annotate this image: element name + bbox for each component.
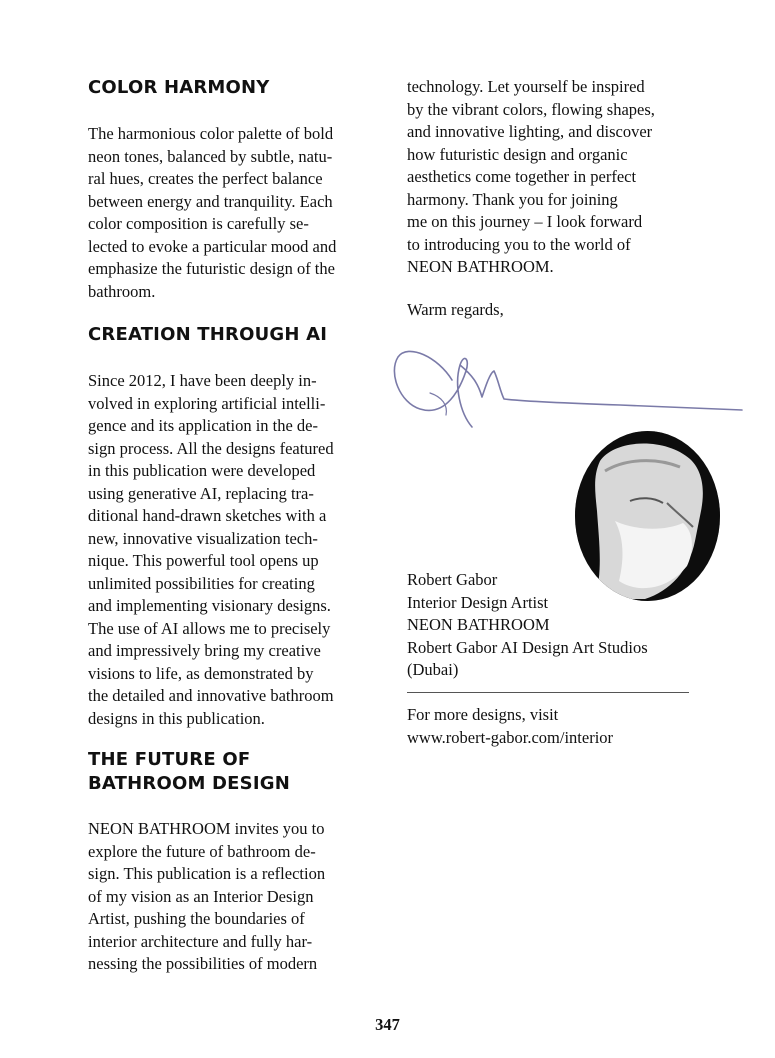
text-line: in this publication were developed bbox=[88, 461, 316, 480]
text-line: and innovative lighting, and discover bbox=[407, 122, 653, 141]
text-line: NEON BATHROOM. bbox=[407, 257, 554, 276]
text-line: and impressively bring my creative bbox=[88, 641, 321, 660]
text-line: sign process. All the designs featured bbox=[88, 438, 334, 458]
text-line: technology. Let yourself be inspired bbox=[407, 77, 645, 96]
text-line: lected to evoke a particular mood and bbox=[88, 236, 337, 256]
handwritten-signature bbox=[390, 335, 745, 430]
text-line: how futuristic design and organic bbox=[407, 144, 628, 164]
page-number: 347 bbox=[375, 1015, 400, 1034]
text-line: nique. This powerful tool opens up bbox=[88, 551, 319, 570]
heading-future-of-bathroom-design bbox=[88, 748, 290, 796]
heading-creation-through-ai: CREATION THROUGH AI bbox=[88, 324, 328, 345]
text-line: designs in this publication. bbox=[88, 708, 265, 728]
text-line: gence and its application in the de- bbox=[88, 416, 319, 435]
text-line: explore the future of bathroom de- bbox=[88, 841, 316, 861]
text-line: between energy and tranquility. Each bbox=[88, 191, 333, 211]
text-line: by the vibrant colors, flowing shapes, bbox=[407, 99, 655, 119]
more-designs-note bbox=[407, 704, 613, 749]
text-line: emphasize the futuristic design of the bbox=[88, 259, 335, 278]
text-line: For more designs, visit bbox=[407, 705, 559, 724]
divider bbox=[407, 692, 689, 693]
text-line: sign. This publication is a reflection bbox=[88, 864, 326, 883]
text-line: and implementing visionary designs. bbox=[88, 596, 331, 615]
author-details bbox=[407, 569, 648, 682]
studio-name: Robert Gabor AI Design Art Studios bbox=[407, 637, 648, 657]
heading-line: THE FUTURE OF bbox=[88, 749, 251, 770]
text-line: nessing the possibilities of modern bbox=[88, 954, 318, 973]
text-line: The harmonious color palette of bold bbox=[88, 124, 334, 143]
author-name: Robert Gabor bbox=[407, 570, 498, 589]
paragraph-future-of-bathroom-design bbox=[88, 818, 325, 976]
website-link[interactable]: www.robert-gabor.com/interior bbox=[407, 727, 614, 747]
author-title: Interior Design Artist bbox=[407, 592, 549, 612]
paragraph-color-harmony bbox=[88, 123, 336, 303]
text-line: visions to life, as demonstrated by bbox=[88, 663, 314, 683]
heading-color-harmony: COLOR HARMONY bbox=[88, 77, 270, 98]
paragraph-continuation bbox=[407, 76, 655, 279]
text-line: color composition is carefully se- bbox=[88, 214, 309, 233]
studio-location: (Dubai) bbox=[407, 660, 459, 679]
text-line: harmony. Thank you for joining bbox=[407, 189, 618, 209]
heading-line: BATHROOM DESIGN bbox=[88, 773, 290, 794]
text-line: new, innovative visualization tech- bbox=[88, 528, 318, 548]
text-line: aesthetics come together in perfect bbox=[407, 167, 637, 186]
text-line: The use of AI allows me to precisely bbox=[88, 618, 331, 638]
closing-salutation: Warm regards, bbox=[407, 300, 504, 319]
publication-name: NEON BATHROOM bbox=[407, 615, 550, 634]
paragraph-creation-through-ai bbox=[88, 370, 334, 730]
text-line: to introducing you to the world of bbox=[407, 234, 631, 254]
text-line: unlimited possibilities for creating bbox=[88, 573, 315, 593]
text-line: volved in exploring artificial intelli- bbox=[88, 393, 326, 413]
text-line: Artist, pushing the boundaries of bbox=[88, 909, 305, 928]
text-line: of my vision as an Interior Design bbox=[88, 886, 314, 906]
text-line: the detailed and innovative bathroom bbox=[88, 686, 334, 705]
text-line: ditional hand-drawn sketches with a bbox=[88, 506, 327, 525]
text-line: neon tones, balanced by subtle, natu- bbox=[88, 146, 333, 166]
text-line: using generative AI, replacing tra- bbox=[88, 483, 314, 503]
text-line: NEON BATHROOM invites you to bbox=[88, 819, 325, 838]
text-line: interior architecture and fully har- bbox=[88, 931, 313, 951]
text-line: ral hues, creates the perfect balance bbox=[88, 169, 323, 188]
text-line: me on this journey – I look forward bbox=[407, 212, 643, 231]
text-line: Since 2012, I have been deeply in- bbox=[88, 371, 317, 390]
text-line: bathroom. bbox=[88, 281, 156, 301]
